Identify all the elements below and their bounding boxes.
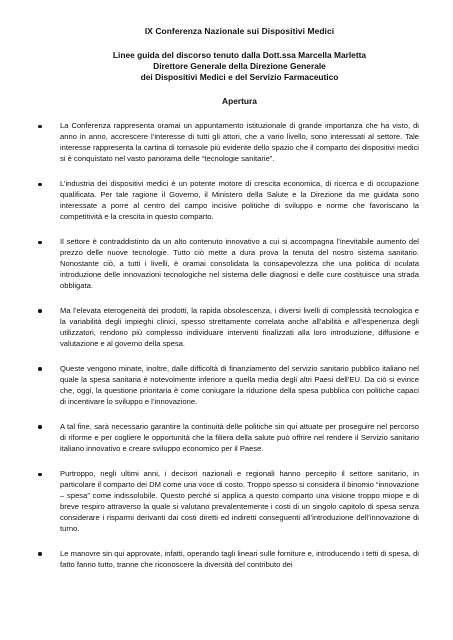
bullet-text: Purtroppo, negli ultimi anni, i decisori nazionali e regionali hanno percepito il settore sanitario, in particolare il comparto dei DM come una voce di costo. Troppo spesso si considera il binomio “innovazione – spesa” come indissolubile. Questo perché si applica a questo comparto una visione troppo miope e di breve respiro attraverso la quale si valutano prevalentemente i costi di un singolo capitolo di spesa senza considerare i risparmi derivanti dai costi diretti ed indiretti conseguenti all’introduzione dell’innovazione di turno. [60,469,419,533]
bullet-text: La Conferenza rappresenta oramai un appuntamento istituzionale di grande importanza che ha visto, di anno in anno, accrescere l’interesse di tutti gli attori, che a vario livello, sono interessati al settore. Tale interesse rappresenta la cartina di tornasole più evidente dello spazio che il comparto dei dispositivi medici si è conquistato nel vasto panorama delle “tecnologie sanitarie”. [60,121,419,163]
section-title: Apertura [222,96,257,106]
bullet-text: Il settore è contraddistinto da un alto contenuto innovativo a cui si accompagna l’inevitabile aumento del prezzo delle nuove tecnologie. Tutto ciò mette a dura prova la tenuta del nostro sistema sanitario. Nonostante ciò, a tutti i livelli, è oramai consolidata la consapevolezza che una politica di oculata introduzione delle innovazioni tecnologiche nel sistema delle diagnosi e delle cure costituisce una strada obbligata. [60,237,419,290]
subtitle-line: Direttore Generale della Direzione Generale [153,61,326,71]
bullet-item [60,469,419,534]
bullet-icon [38,183,42,187]
bullet-icon [38,125,42,129]
bullet-text: Le manovre sin qui approvate, infatti, operando tagli lineari sulle forniture e, introducendo i tetti di spesa, di fatto fanno tutto, tranne che riconoscere la diversità del contributo dei [60,548,419,569]
bullet-icon [38,473,42,477]
bullet-icon [38,425,42,429]
bullet-icon [38,241,42,245]
bullet-icon [38,309,42,313]
bullet-item [60,237,419,292]
bullet-icon [38,367,42,371]
bullet-item [60,549,419,571]
bullet-item [60,422,419,455]
subtitle-line: dei Dispositivi Medici e del Servizio Farmaceutico [140,72,339,82]
bullet-text: A tal fine, sarà necessario garantire la continuità delle politiche sin qui attuate per proseguire nel percorso di riforme e per cogliere le opportunità che la filiera della salute può offrire nel rendere il Servizio sanitario italiano innovativo e creare sviluppo economico per il Paese. [60,421,419,453]
document-header [60,26,419,83]
subtitle-line: Linee guida del discorso tenuto dalla Dott.ssa Marcella Marletta [112,50,367,60]
bullet-text: L’industria dei dispositivi medici è un potente motore di crescita economica, di ricerca e di occupazione qualificata. Per tale ragione il Governo, il Ministero della Salute e la Direzione da me guidata sono interessate a porre al centro del campo incisive politiche di sviluppo e norme che favoriscano la competitività e la crescita in questo comparto. [60,179,419,221]
bullet-list [60,121,419,571]
bullet-text: Queste vengono minate, inoltre, dalle difficoltà di finanziamento del servizio sanitario pubblico italiano nel quale la spesa sanitaria è notevolmente inferiore a quella media degli altri Paesi dell’EU. Da ciò si evince che, oggi, la questione prioritaria è come coniugare la riduzione della spesa pubblica con politiche capaci di incentivare lo sviluppo e l’innovazione. [60,363,419,406]
bullet-text: Ma l’elevata eterogeneità dei prodotti, la rapida obsolescenza, i diversi livelli di complessità tecnologica e la variabilità degli impieghi clinici, spesso strettamente correlata anche all’abilità e all’esperienza degli utilizzatori, rendono più complesso individuare interventi finalizzati alla loro introduzione, diffusione e valutazione e al governo della spesa. [60,305,419,348]
document-subtitle [60,50,419,83]
document-title: IX Conferenza Nazionale sui Dispositivi Medici [144,26,335,36]
bullet-item [60,121,419,165]
bullet-item [60,179,419,223]
bullet-item [60,364,419,408]
bullet-icon [38,552,42,556]
bullet-item [60,306,419,350]
